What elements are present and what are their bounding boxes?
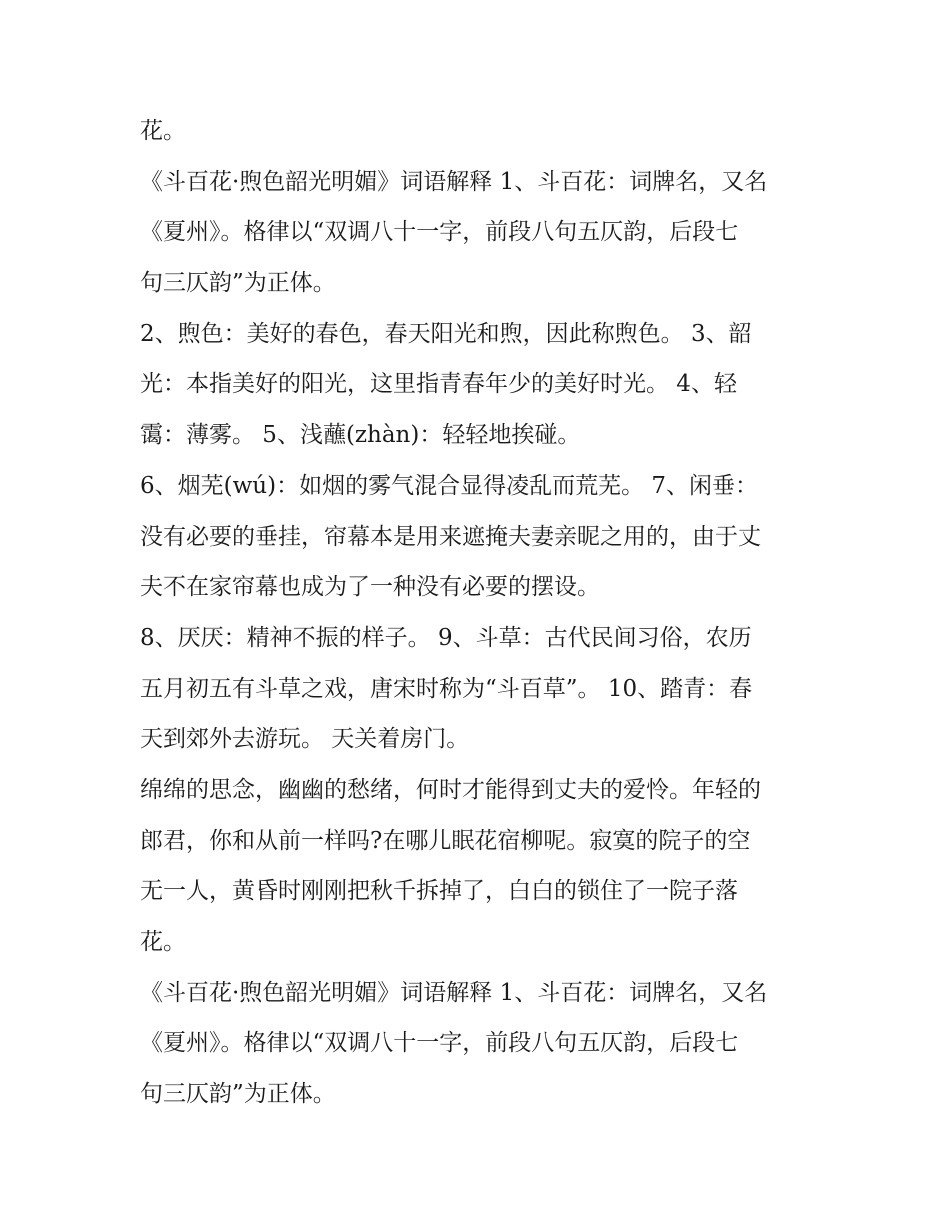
text-line: 绵绵的思念，幽幽的愁绪，何时才能得到丈夫的爱怜。年轻的	[140, 776, 761, 803]
text-line: 花。	[140, 929, 186, 955]
text-line: 夫不在家帘幕也成为了一种没有必要的摆设。	[140, 574, 600, 601]
text-line: 无一人，黄昏时刚刚把秋千拆掉了，白白的锁住了一院子落	[140, 878, 738, 905]
text-line: 花。	[140, 118, 186, 144]
text-line: 2、煦色：美好的春色，春天阳光和煦，因此称煦色。 3、韶	[140, 320, 752, 347]
text-line: 8、厌厌：精神不振的样子。 9、斗草：古代民间习俗，农历	[140, 624, 752, 651]
text-line: 没有必要的垂挂，帘幕本是用来遮掩夫妻亲昵之用的，由于丈	[140, 523, 761, 550]
text-line: 郎君，你和从前一样吗?在哪儿眠花宿柳呢。寂寞的院子的空	[140, 827, 751, 854]
text-line: 光：本指美好的阳光，这里指青春年少的美好时光。 4、轻	[140, 371, 737, 398]
text-line: 句三仄韵”为正体。	[140, 1081, 336, 1108]
text-line: 《斗百花·煦色韶光明媚》词语解释 1、斗百花：词牌名，又名	[140, 168, 768, 195]
text-line: 《夏州》。格律以“双调八十一字，前段八句五仄韵，后段七	[140, 1030, 739, 1057]
text-line: 句三仄韵”为正体。	[140, 270, 336, 297]
text-line: 五月初五有斗草之戏，唐宋时称为“斗百草”。 10、踏青：春	[140, 675, 753, 702]
text-line: 《夏州》。格律以“双调八十一字，前段八句五仄韵，后段七	[140, 219, 739, 246]
text-line: 《斗百花·煦色韶光明媚》词语解释 1、斗百花：词牌名，又名	[140, 979, 768, 1006]
text-line: 天到郊外去游玩。 天关着房门。	[140, 726, 470, 753]
text-line: 6、烟芜(wú)：如烟的雾气混合显得凌乱而荒芜。 7、闲垂：	[140, 472, 759, 499]
document-text	[140, 106, 830, 1120]
text-line: 霭：薄雾。 5、浅蘸(zhàn)：轻轻地挨碰。	[140, 422, 581, 449]
